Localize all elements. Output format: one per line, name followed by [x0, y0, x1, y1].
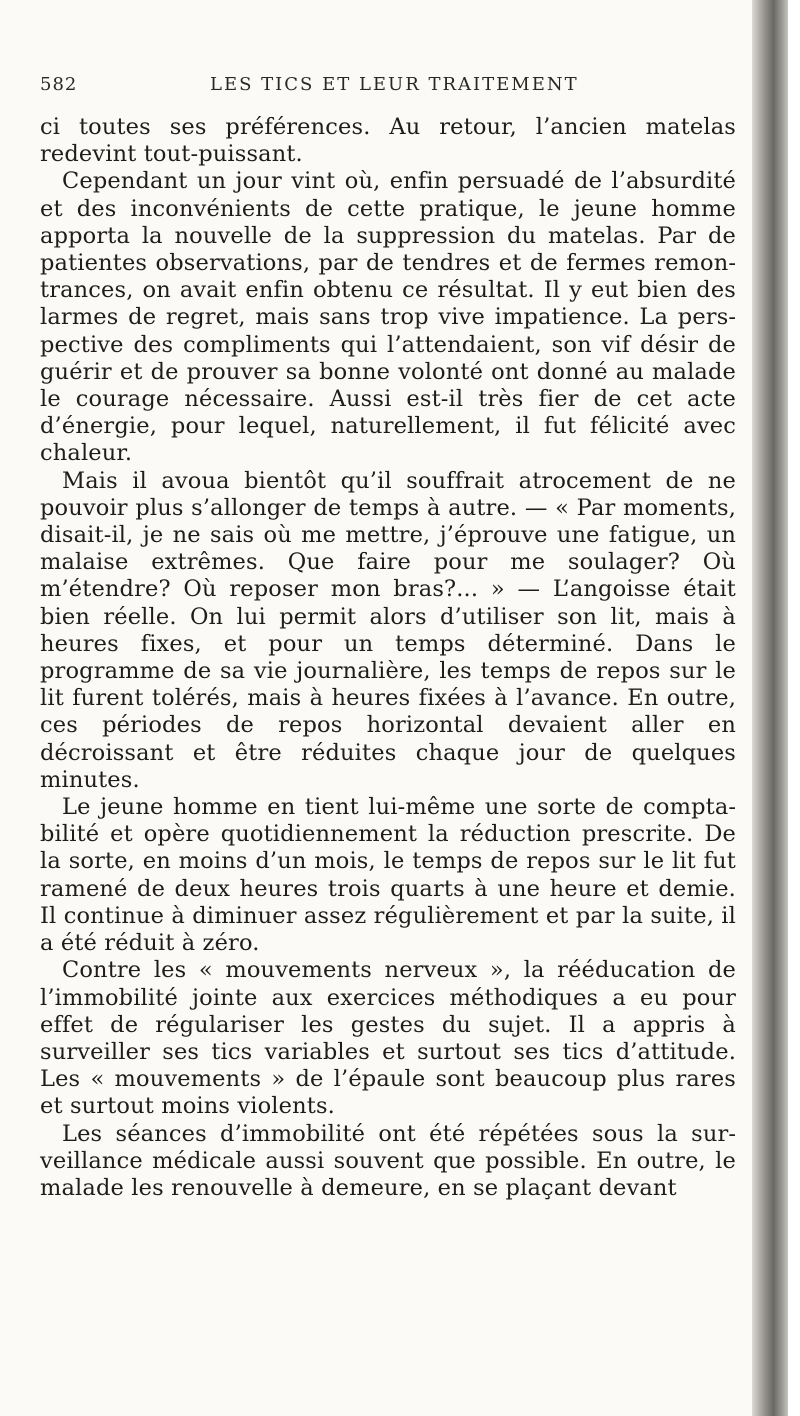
page-number: 582 [40, 74, 78, 95]
paragraph-5: Contre les « mouvements nerveux », la rééducation de l’immobilité jointe aux exercices méthodiques a eu pour effet de régulariser les gestes du sujet. Il a appris à surveiller ses tics variables et surtout ses tics d’attitude. Les « mouvements » de l’épaule sont beaucoup plus rares et surtout moins violents. [40, 957, 736, 1120]
paragraph-4: Le jeune homme en tient lui-même une sorte de comptabilité et opère quotidiennement la réduction prescrite. De la sorte, en moins d’un mois, le temps de repos sur le lit fut ramené de deux heures trois quarts à une heure et demie. Il continue à diminuer assez régulièrement et par la suite, il a été réduit à zéro. [40, 794, 736, 957]
running-title: LES TICS ET LEUR TRAITEMENT [210, 74, 579, 95]
page-edge [788, 0, 800, 1416]
paragraph-6: Les séances d’immobilité ont été répétées sous la surveillance médicale aussi souvent que possible. En outre, le malade les renouvelle à demeure, en se plaçant devant [40, 1120, 736, 1201]
body-text [40, 114, 736, 1202]
paragraph-2: Cependant un jour vint où, enfin persuadé de l’absurdité et des inconvénients de cette pratique, le jeune homme apporta la nouvelle de la suppression du matelas. Par de patientes observations, par de tendres et de fermes remontrances, on avait enfin obtenu ce résultat. Il y eut bien des larmes de regret, mais sans trop vive impatience. La perspective des compliments qui l’attendaient, son vif désir de guérir et de prouver sa bonne volonté ont donné au malade le courage nécessaire. Aussi est-il très fier de cet acte d’énergie, pour lequel, naturellement, il fut félicité avec chaleur. [40, 168, 736, 467]
paragraph-3: Mais il avoua bientôt qu’il souffrait atrocement de ne pouvoir plus s’allonger de temps à autre. — « Par moments, disait-il, je ne sais où me mettre, j’éprouve une fatigue, un malaise extrêmes. Que faire pour me soulager? Où m’étendre? Où reposer mon bras?... » — L’angoisse était bien réelle. On lui permit alors d’utiliser son lit, mais à heures fixes, et pour un temps déterminé. Dans le programme de sa vie journalière, les temps de repos sur le lit furent tolérés, mais à heures fixées à l’avance. En outre, ces périodes de repos horizontal devaient aller en décroissant et être réduites chaque jour de quelques minutes. [40, 467, 736, 793]
running-header [40, 74, 740, 100]
paragraph-1: ci toutes ses préférences. Au retour, l’ancien matelas redevint tout-puissant. [40, 114, 736, 168]
